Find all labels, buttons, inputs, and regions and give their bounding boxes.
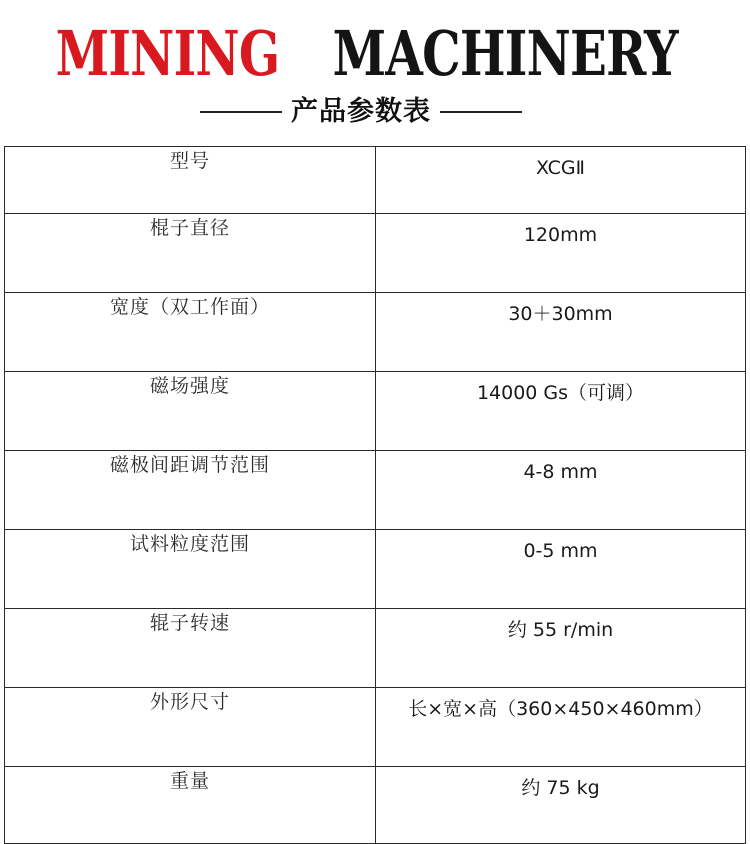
table-row: [5, 372, 746, 451]
table-row: [5, 767, 746, 844]
param-label: 辊子转速: [5, 609, 376, 688]
param-value: 0-5 mm: [376, 530, 746, 609]
param-label: 型号: [5, 147, 376, 214]
banner-word-mining: MINING: [55, 17, 280, 90]
param-value: 120mm: [376, 214, 746, 293]
param-label: 重量: [5, 767, 376, 844]
table-row: [5, 688, 746, 767]
subtitle-rule-right: [440, 111, 522, 113]
table-row: [5, 214, 746, 293]
table-row: [5, 609, 746, 688]
param-value: 长×宽×高（360×450×460mm）: [376, 688, 746, 767]
param-label: 试料粒度范围: [5, 530, 376, 609]
table-row: [5, 530, 746, 609]
table-row: [5, 293, 746, 372]
param-label: 棍子直径: [5, 214, 376, 293]
banner-word-machinery: MACHINERY: [332, 17, 678, 90]
param-value: 约 75 kg: [376, 767, 746, 844]
param-label: 磁极间距调节范围: [5, 451, 376, 530]
param-value: 14000 Gs（可调）: [376, 372, 746, 451]
param-label: 外形尺寸: [5, 688, 376, 767]
page-title: 产品参数表: [291, 96, 431, 127]
param-label: 宽度（双工作面）: [5, 293, 376, 372]
subtitle-rule-left: [200, 111, 282, 113]
table-row: [5, 147, 746, 214]
param-label: 磁场强度: [5, 372, 376, 451]
param-value: 4-8 mm: [376, 451, 746, 530]
param-value: XCGⅡ: [376, 147, 746, 214]
parameter-table: [4, 146, 746, 844]
subtitle-row: [0, 94, 750, 134]
brand-banner: [0, 14, 750, 94]
param-value: 约 55 r/min: [376, 609, 746, 688]
table-row: [5, 451, 746, 530]
param-value: 30＋30mm: [376, 293, 746, 372]
